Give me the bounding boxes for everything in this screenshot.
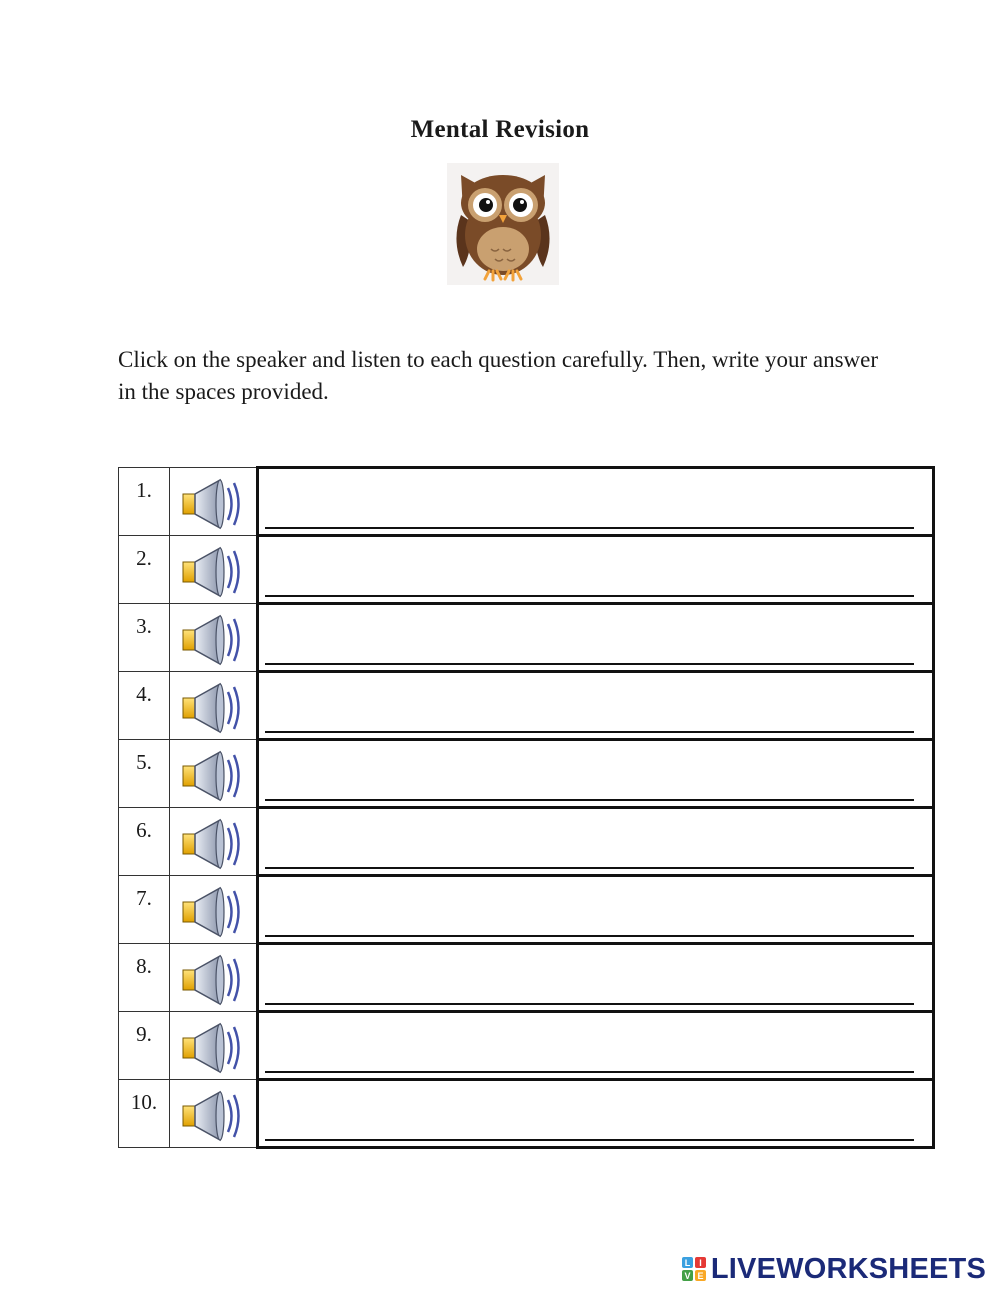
question-number: 10. [119, 1080, 170, 1148]
answer-input[interactable] [265, 501, 914, 529]
question-number: 7. [119, 876, 170, 944]
liveworksheets-logo-icon [681, 1256, 707, 1282]
speaker-button[interactable] [170, 1080, 258, 1148]
answer-input[interactable] [265, 841, 914, 869]
question-number: 1. [119, 468, 170, 536]
svg-text:I: I [699, 1258, 702, 1268]
answer-cell [258, 1012, 934, 1080]
answer-input[interactable] [265, 773, 914, 801]
question-row [119, 740, 934, 808]
brand-name: LIVEWORKSHEETS [710, 1252, 986, 1285]
answer-cell [258, 604, 934, 672]
answer-cell [258, 876, 934, 944]
answer-input[interactable] [265, 1045, 914, 1073]
question-row [119, 876, 934, 944]
speaker-icon [180, 816, 246, 872]
question-row [119, 1080, 934, 1148]
speaker-button[interactable] [170, 672, 258, 740]
question-row [119, 944, 934, 1012]
speaker-icon [180, 476, 246, 532]
answer-cell [258, 740, 934, 808]
answer-cell [258, 1080, 934, 1148]
speaker-icon [180, 952, 246, 1008]
svg-text:L: L [684, 1258, 691, 1268]
answer-input[interactable] [265, 637, 914, 665]
answer-input[interactable] [265, 977, 914, 1005]
question-row [119, 536, 934, 604]
question-row [119, 672, 934, 740]
speaker-button[interactable] [170, 808, 258, 876]
instructions-text: Click on the speaker and listen to each question carefully. Then, write your answer in the spaces provided. [118, 347, 879, 404]
svg-text:E: E [697, 1271, 704, 1281]
question-table [118, 466, 935, 1149]
question-number: 5. [119, 740, 170, 808]
speaker-icon [180, 748, 246, 804]
answer-cell [258, 944, 934, 1012]
answer-input[interactable] [265, 705, 914, 733]
answer-cell [258, 672, 934, 740]
answer-cell [258, 808, 934, 876]
question-number: 4. [119, 672, 170, 740]
question-number: 8. [119, 944, 170, 1012]
answer-cell [258, 468, 934, 536]
question-number: 3. [119, 604, 170, 672]
question-row [119, 808, 934, 876]
answer-input[interactable] [265, 1113, 914, 1141]
question-number: 2. [119, 536, 170, 604]
speaker-icon [180, 1020, 246, 1076]
owl-illustration [447, 163, 559, 285]
question-number: 9. [119, 1012, 170, 1080]
speaker-button[interactable] [170, 468, 258, 536]
speaker-icon [180, 680, 246, 736]
question-number: 6. [119, 808, 170, 876]
answer-input[interactable] [265, 909, 914, 937]
speaker-icon [180, 884, 246, 940]
question-row [119, 468, 934, 536]
question-row [119, 604, 934, 672]
speaker-icon [180, 1088, 246, 1144]
page-title: Mental Revision [410, 116, 590, 143]
speaker-icon [180, 544, 246, 600]
speaker-button[interactable] [170, 1012, 258, 1080]
brand-logo [681, 1252, 986, 1286]
svg-text:V: V [684, 1271, 691, 1281]
answer-cell [258, 536, 934, 604]
speaker-button[interactable] [170, 876, 258, 944]
speaker-button[interactable] [170, 604, 258, 672]
speaker-button[interactable] [170, 740, 258, 808]
answer-input[interactable] [265, 569, 914, 597]
speaker-icon [180, 612, 246, 668]
speaker-button[interactable] [170, 536, 258, 604]
question-row [119, 1012, 934, 1080]
speaker-button[interactable] [170, 944, 258, 1012]
